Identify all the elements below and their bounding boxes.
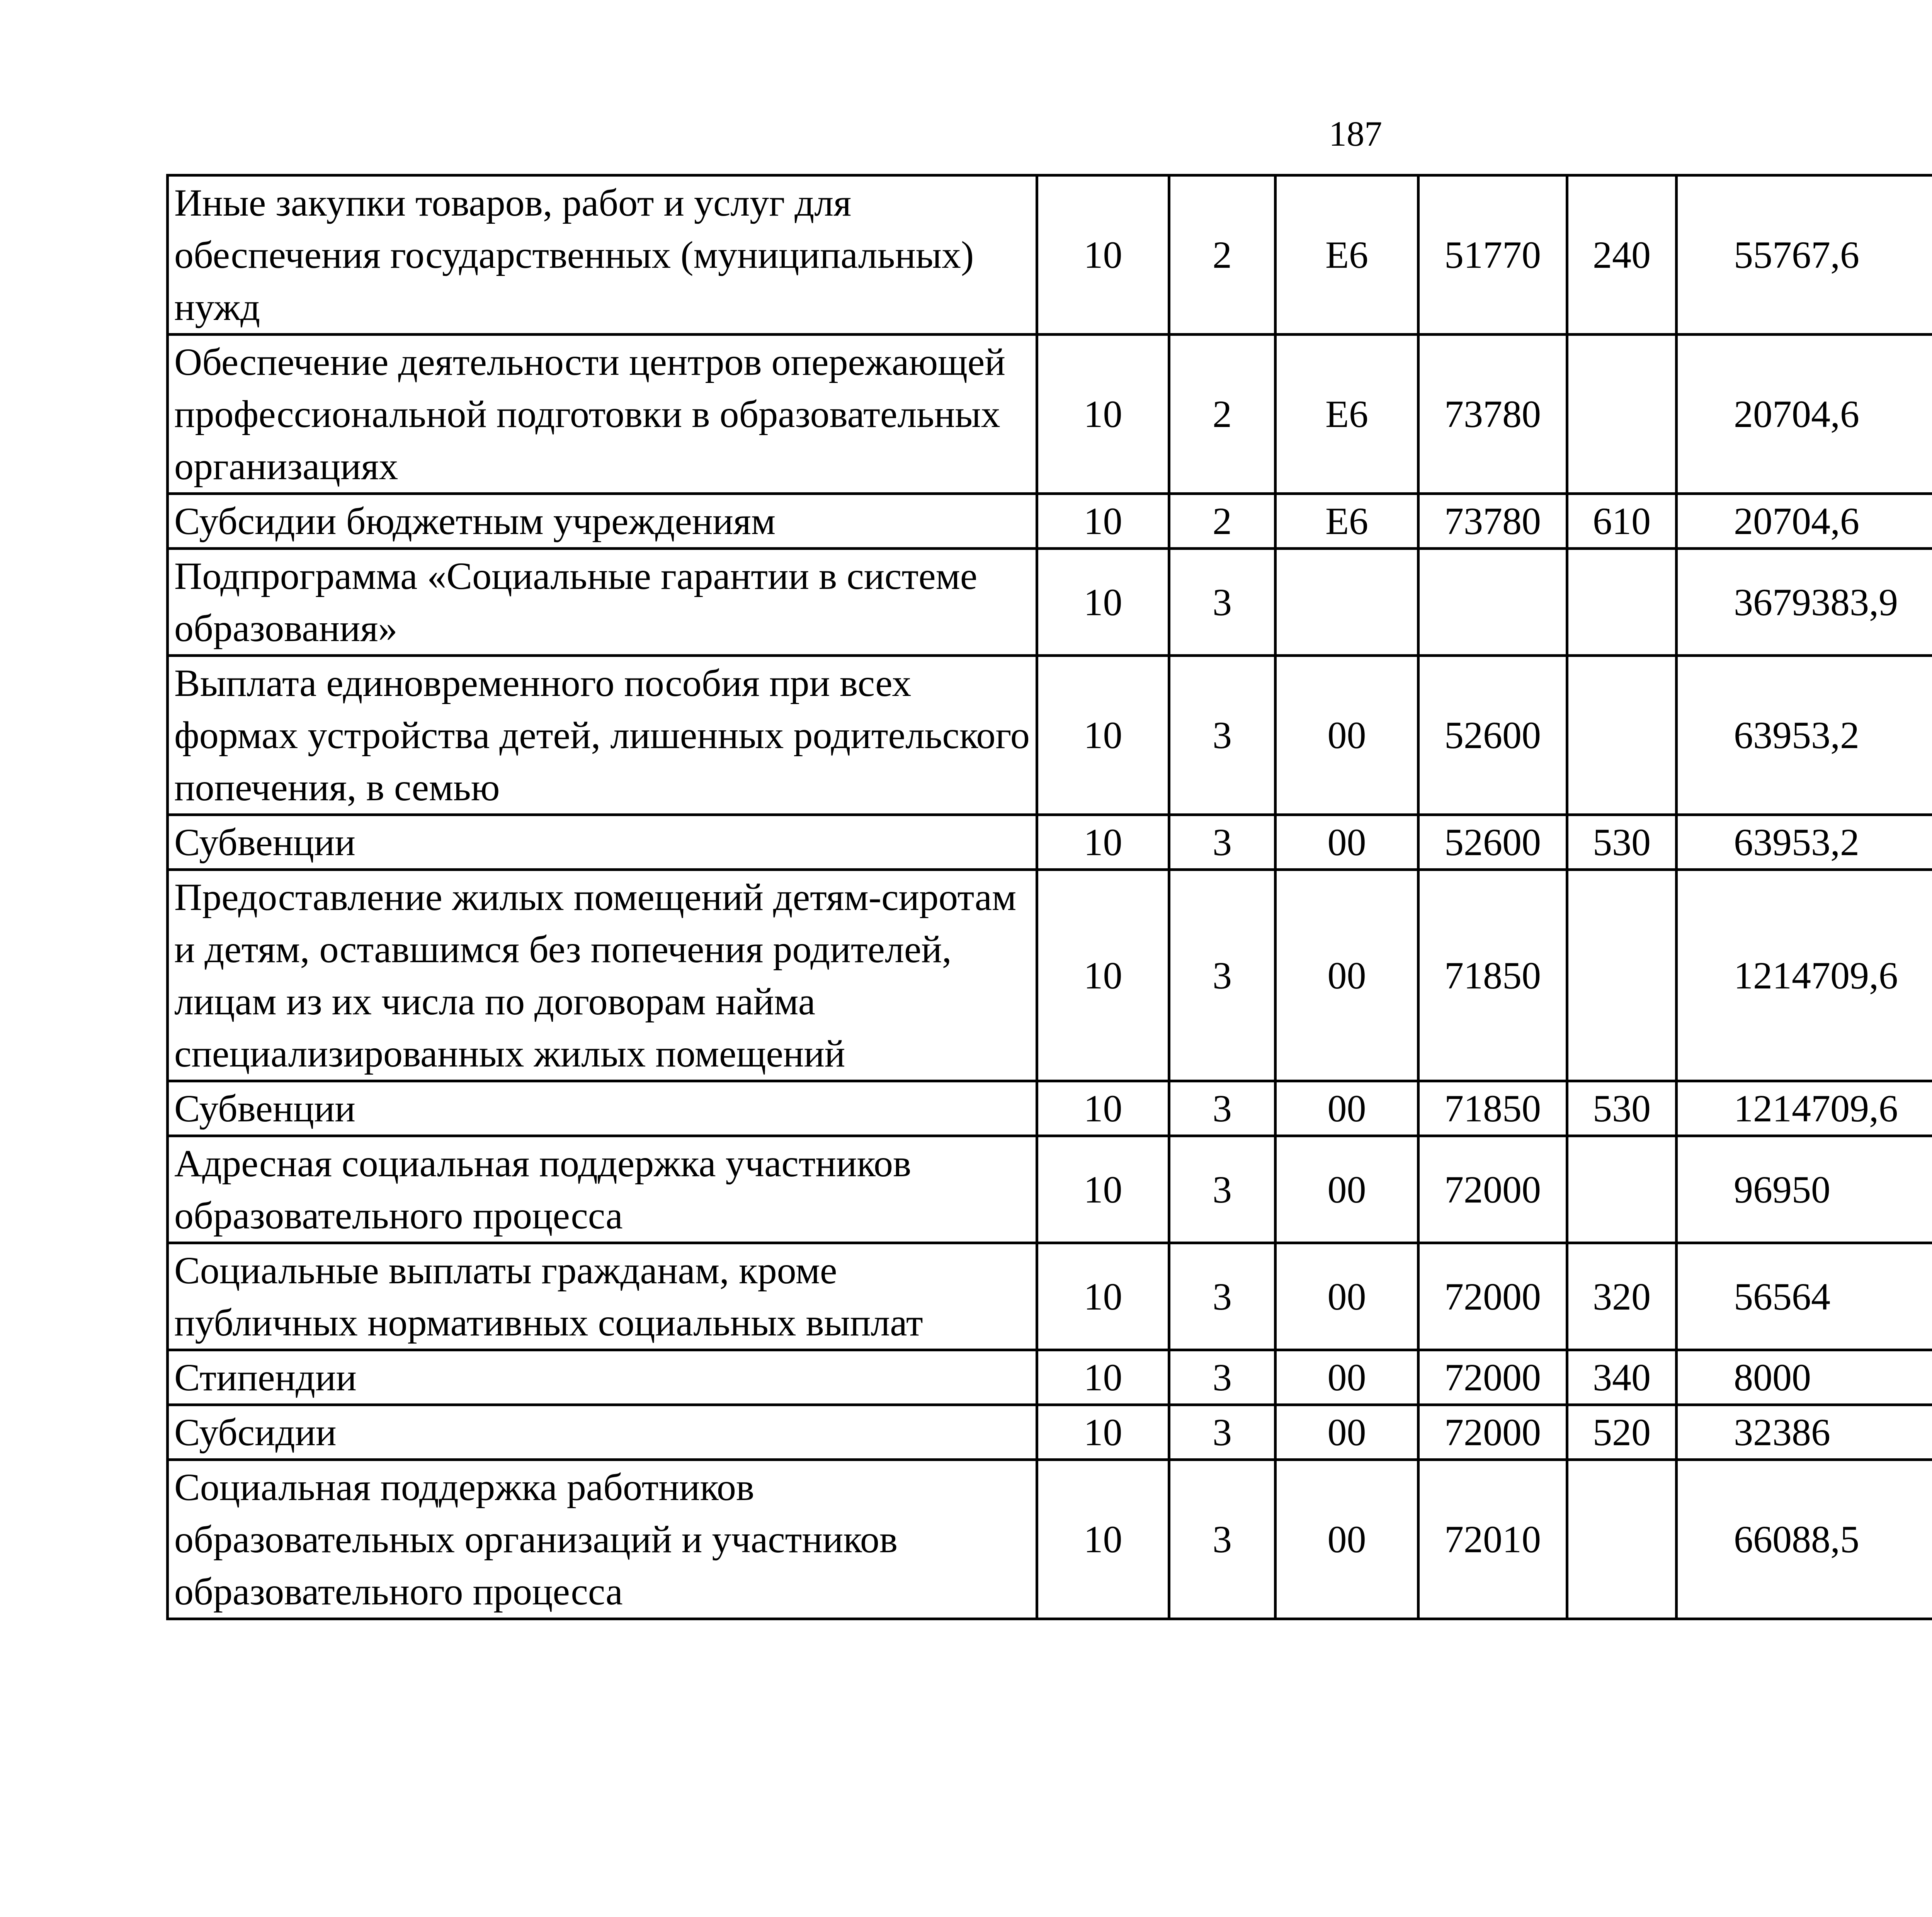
row-name: Иные закупки товаров, работ и услуг для обеспечения государственных (муниципальных) нужд [168,175,1037,335]
amount-year-1: 1214709,6 [1677,1081,1932,1136]
amount-year-1: 1214709,6 [1677,870,1932,1081]
section-code: 10 [1037,335,1169,494]
subsection-code: 3 [1169,1081,1276,1136]
expense-type-code [1567,335,1677,494]
target-code: 52600 [1418,815,1567,870]
section-code: 10 [1037,870,1169,1081]
program-code: 00 [1276,1405,1418,1460]
table-row [168,656,1932,815]
section-code: 10 [1037,549,1169,656]
subsection-code: 2 [1169,494,1276,549]
subsection-code: 3 [1169,815,1276,870]
table-row [168,1460,1932,1619]
section-code: 10 [1037,815,1169,870]
section-code: 10 [1037,1243,1169,1350]
expense-type-code: 530 [1567,1081,1677,1136]
target-code: 73780 [1418,335,1567,494]
target-code [1418,549,1567,656]
expense-type-code: 610 [1567,494,1677,549]
expense-type-code: 520 [1567,1405,1677,1460]
row-name: Стипендии [168,1350,1037,1405]
expense-type-code [1567,870,1677,1081]
program-code: Е6 [1276,494,1418,549]
table-row [168,549,1932,656]
program-code: 00 [1276,1460,1418,1619]
expense-type-code: 320 [1567,1243,1677,1350]
target-code: 71850 [1418,870,1567,1081]
subsection-code: 2 [1169,335,1276,494]
target-code: 72010 [1418,1460,1567,1619]
amount-year-1: 3679383,9 [1677,549,1932,656]
row-name: Субвенции [168,815,1037,870]
section-code: 10 [1037,1350,1169,1405]
amount-year-1: 20704,6 [1677,494,1932,549]
row-name: Адресная социальная поддержка участников образовательного процесса [168,1136,1037,1243]
amount-year-1: 20704,6 [1677,335,1932,494]
table-row [168,1136,1932,1243]
row-name: Субвенции [168,1081,1037,1136]
program-code: Е6 [1276,175,1418,335]
table-row [168,494,1932,549]
row-name: Социальная поддержка работников образовательных организаций и участников образовательного процесса [168,1460,1037,1619]
subsection-code: 3 [1169,1460,1276,1619]
target-code: 72000 [1418,1350,1567,1405]
program-code: 00 [1276,870,1418,1081]
table-row [168,870,1932,1081]
section-code: 10 [1037,494,1169,549]
program-code: 00 [1276,1081,1418,1136]
row-name: Субсидии [168,1405,1037,1460]
section-code: 10 [1037,1405,1169,1460]
expense-type-code [1567,1136,1677,1243]
table-row [168,1405,1932,1460]
table-row [168,1243,1932,1350]
program-code: 00 [1276,815,1418,870]
amount-year-1: 63953,2 [1677,815,1932,870]
table-row [168,175,1932,335]
amount-year-1: 8000 [1677,1350,1932,1405]
target-code: 71850 [1418,1081,1567,1136]
amount-year-1: 96950 [1677,1136,1932,1243]
table-row [168,815,1932,870]
section-code: 10 [1037,175,1169,335]
program-code: 00 [1276,1243,1418,1350]
subsection-code: 3 [1169,1350,1276,1405]
program-code: 00 [1276,656,1418,815]
target-code: 73780 [1418,494,1567,549]
budget-table [166,174,1932,1620]
amount-year-1: 32386 [1677,1405,1932,1460]
expense-type-code [1567,1460,1677,1619]
row-name: Обеспечение деятельности центров опережающей профессиональной подготовки в образовательных организациях [168,335,1037,494]
target-code: 52600 [1418,656,1567,815]
subsection-code: 3 [1169,1405,1276,1460]
subsection-code: 3 [1169,870,1276,1081]
expense-type-code: 240 [1567,175,1677,335]
target-code: 72000 [1418,1405,1567,1460]
expense-type-code: 340 [1567,1350,1677,1405]
subsection-code: 3 [1169,1243,1276,1350]
section-code: 10 [1037,1136,1169,1243]
subsection-code: 2 [1169,175,1276,335]
row-name: Предоставление жилых помещений детям-сиротам и детям, оставшимся без попечения родителей, лицам из их числа по договорам найма специализированных жилых помещений [168,870,1037,1081]
expense-type-code: 530 [1567,815,1677,870]
page-number: 187 [1329,114,1382,153]
amount-year-1: 55767,6 [1677,175,1932,335]
row-name: Выплата единовременного пособия при всех формах устройства детей, лишенных родительского попечения, в семью [168,656,1037,815]
section-code: 10 [1037,1460,1169,1619]
expense-type-code [1567,656,1677,815]
row-name: Социальные выплаты гражданам, кроме публичных нормативных социальных выплат [168,1243,1037,1350]
section-code: 10 [1037,1081,1169,1136]
target-code: 72000 [1418,1136,1567,1243]
expense-type-code [1567,549,1677,656]
table-row [168,335,1932,494]
row-name: Подпрограмма «Социальные гарантии в системе образования» [168,549,1037,656]
amount-year-1: 56564 [1677,1243,1932,1350]
program-code [1276,549,1418,656]
section-code: 10 [1037,656,1169,815]
subsection-code: 3 [1169,549,1276,656]
program-code: 00 [1276,1136,1418,1243]
subsection-code: 3 [1169,1136,1276,1243]
row-name: Субсидии бюджетным учреждениям [168,494,1037,549]
subsection-code: 3 [1169,656,1276,815]
amount-year-1: 63953,2 [1677,656,1932,815]
target-code: 51770 [1418,175,1567,335]
target-code: 72000 [1418,1243,1567,1350]
table-row [168,1081,1932,1136]
program-code: 00 [1276,1350,1418,1405]
program-code: Е6 [1276,335,1418,494]
amount-year-1: 66088,5 [1677,1460,1932,1619]
table-row [168,1350,1932,1405]
